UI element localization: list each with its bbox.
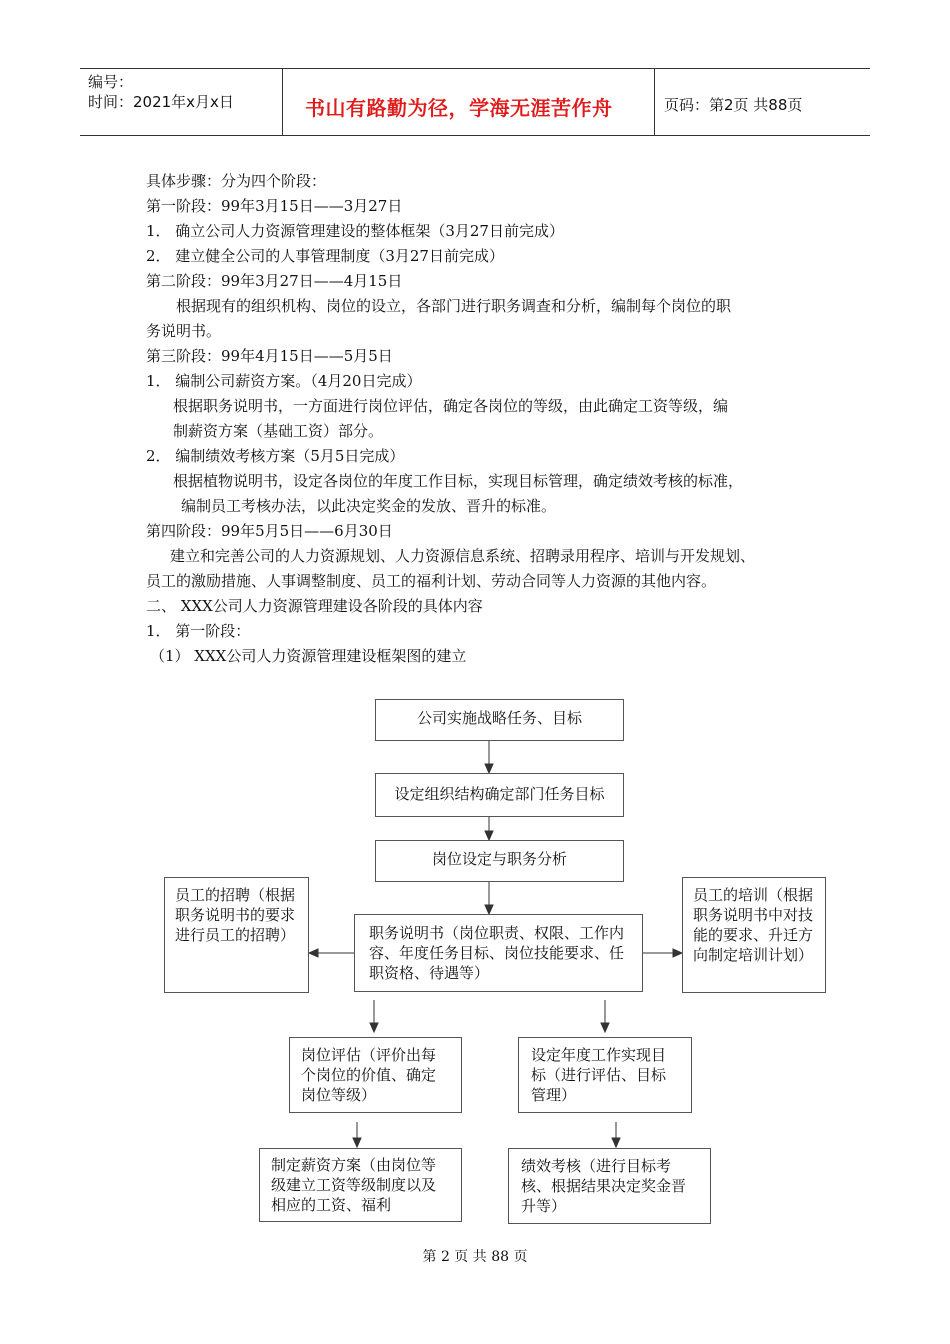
box-post-evaluation	[289, 1037, 462, 1113]
box-recruitment-text: 员工的招聘（根据职务说明书的要求进行员工的招聘）	[175, 886, 296, 944]
body-line: （1） XXX公司人力资源管理建设框架图的建立	[150, 647, 467, 665]
body-line: 第二阶段：99年3月27日——4月15日	[146, 272, 403, 290]
header-page-label: 页码：第2页 共88页	[664, 96, 803, 114]
box-annual-goals-text: 设定年度工作实现目标（进行评估、目标管理）	[531, 1046, 667, 1104]
body-line: 二、 XXX公司人力资源管理建设各阶段的具体内容	[146, 597, 483, 615]
box-performance-review-text: 绩效考核（进行目标考核、根据结果决定奖金晋升等）	[521, 1157, 687, 1215]
doc-date-label: 时间：2021年x月x日	[88, 93, 234, 111]
body-line: 制薪资方案（基础工资）部分。	[173, 422, 384, 440]
body-line: 务说明书。	[146, 322, 222, 340]
box-performance-review	[508, 1148, 711, 1224]
body-line: 根据职务说明书，一方面进行岗位评估，确定各岗位的等级，由此确定工资等级，编	[173, 397, 729, 415]
box-job-description	[354, 914, 643, 992]
body-line: 第四阶段：99年5月5日——6月30日	[146, 522, 393, 540]
body-line: 2． 建立健全公司的人事管理制度（3月27日前完成）	[146, 247, 504, 265]
page-footer: 第 2 页 共 88 页	[422, 1249, 528, 1265]
box-post-evaluation-text: 岗位评估（评价出每个岗位的价值、确定岗位等级）	[301, 1046, 437, 1104]
box-salary-plan-text: 制定薪资方案（由岗位等级建立工资等级制度以及相应的工资、福利	[271, 1156, 437, 1214]
body-line: 1． 确立公司人力资源管理建设的整体框架（3月27日前完成）	[146, 222, 564, 240]
body-line: 1． 编制公司薪资方案。（4月20日完成）	[146, 372, 422, 390]
body-line: 编制员工考核办法，以此决定奖金的发放、晋升的标准。	[181, 497, 557, 515]
box-salary-plan	[259, 1148, 462, 1222]
header-motto: 书山有路勤为径，学海无涯苦作舟	[305, 96, 613, 120]
box-org-structure-text: 设定组织结构确定部门任务目标	[394, 785, 605, 803]
box-training-text: 员工的培训（根据职务说明书中对技能的要求、升迁方向制定培训计划）	[693, 886, 814, 964]
box-job-description-text: 职务说明书（岗位职责、权限、工作内容、年度任务目标、岗位技能要求、任职资格、待遇等）	[369, 924, 625, 982]
box-post-analysis	[375, 840, 624, 882]
body-line: 建立和完善公司的人力资源规划、人力资源信息系统、招聘录用程序、培训与开发规划、	[170, 547, 756, 565]
body-line: 根据植物说明书，设定各岗位的年度工作目标，实现目标管理，确定绩效考核的标准，	[173, 472, 744, 490]
box-recruitment	[164, 877, 309, 993]
body-line: 1． 第一阶段：	[146, 622, 251, 640]
box-strategy	[375, 699, 624, 741]
box-org-structure	[375, 773, 624, 817]
body-line: 2． 编制绩效考核方案（5月5日完成）	[146, 447, 405, 465]
doc-number-label: 编号：	[88, 73, 134, 91]
body-line: 根据现有的组织机构、岗位的设立，各部门进行职务调查和分析，编制每个岗位的职	[176, 297, 732, 315]
box-training	[682, 877, 826, 993]
body-line: 具体步骤：分为四个阶段：	[146, 172, 327, 190]
box-strategy-text: 公司实施战略任务、目标	[416, 709, 582, 727]
body-line: 第三阶段：99年4月15日——5月5日	[146, 347, 393, 365]
box-post-analysis-text: 岗位设定与职务分析	[431, 850, 567, 868]
body-line: 员工的激励措施、人事调整制度、员工的福利计划、劳动合同等人力资源的其他内容。	[146, 572, 717, 590]
box-annual-goals	[518, 1037, 692, 1113]
body-line: 第一阶段：99年3月15日——3月27日	[146, 197, 403, 215]
